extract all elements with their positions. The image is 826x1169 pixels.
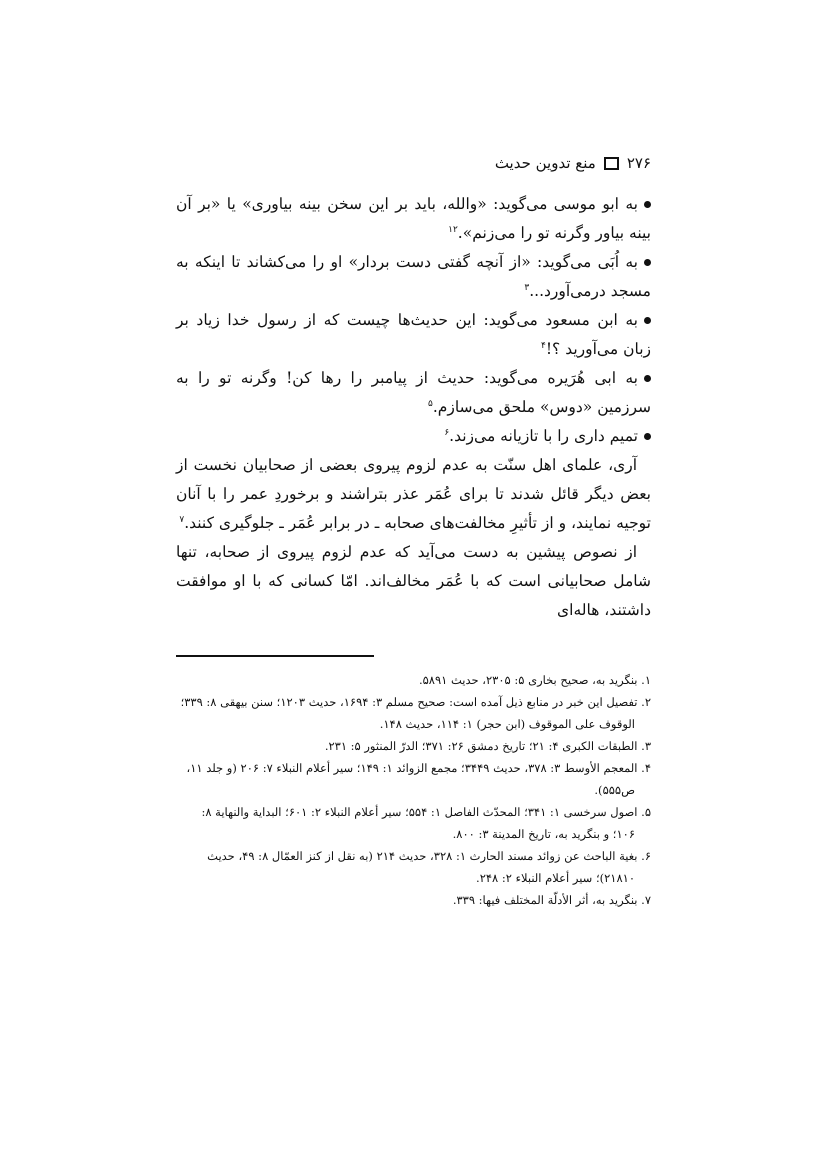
bullet-item: تمیم داری را با تازیانه می‌زند.$^۶$ (176, 422, 651, 451)
bullet-dot-icon (644, 259, 651, 266)
bullet-dot-icon (644, 201, 651, 208)
footnote: ۲. تفصیل این خبر در منابع ذیل آمده است: صحیح مسلم ۳: ۱۶۹۴، حدیث ۱۲۰۳؛ سنن بیهقی ۸: ۳۳۹؛ الوقوف علی الموقوف (ابن حجر) ۱: ۱۱۴، حدیث ۱۴۸. (180, 694, 651, 731)
footnote: ۴. المعجم الأوسط ۳: ۳۷۸، حدیث ۳۴۴۹؛ مجمع الزوائد ۱: ۱۴۹؛ سیر أعلام النبلاء ۷: ۲۰۶ (و جلد ۱۱، ص۵۵۵). (186, 760, 651, 797)
bullet-item: به ابی هُرَیره می‌گوید: حدیث از پیامبر را رها کن! وگرنه تو را به سرزمین «دوس» ملحق می‌سازم.$^۵$ (176, 369, 651, 416)
paragraph: آری، علمای اهل سنّت به عدم لزوم پیروی بعضی از صحابیان نخست از بعض دیگر قائل شدند تا برای عُمَر عذر بتراشند و برخوردِ عمر را با آنان توجیه نمایند، و از تأثیرِ مخالفت‌های صحابه ـ در برابر عُمَر ـ جلوگیری کنند.$^۷$ (176, 456, 651, 532)
footnote-ref: ۷ (179, 514, 185, 525)
bullet-item: به اُبَی می‌گوید: «از آنچه گفتی دست بردار» او را می‌کشاند تا اینکه به مسجد درمی‌آورد...$^۳$ (176, 253, 651, 300)
running-header (176, 150, 651, 176)
footnote-ref: ۳ (524, 282, 530, 293)
page-number: ۲۷۶ (626, 154, 651, 172)
footnote: ۶. بغیة الباحث عن زوائد مسند الحارث ۱: ۳۲۸، حدیث ۲۱۴ (به نقل از کنز العمّال ۸: ۴۹، حدیث ۲۱۸۱۰)؛ سیر أعلام النبلاء ۲: ۲۴۸. (207, 848, 651, 885)
paragraph: از نصوص پیشین به دست می‌آید که عدم لزوم پیروی از صحابه، تنها شامل صحابیانی است که با عُمَر مخالف‌اند. امّا کسانی که با او موافقت داشتند، هاله‌ای (176, 543, 651, 619)
bullet-item: به ابن مسعود می‌گوید: این حدیث‌ها چیست که از رسول خدا زیاد بر زبان می‌آورید ؟!$^۴$ (176, 311, 651, 358)
footnote-divider (176, 655, 374, 657)
footnote-ref: ۲ (452, 224, 458, 235)
footnote: ۵. اصول سرخسی ۱: ۳۴۱؛ المحدّث الفاصل ۱: ۵۵۴؛ سیر أعلام النبلاء ۲: ۶۰۱؛ البدایة والنهایة ۸: ۱۰۶؛ و بنگرید به، تاریخ المدینة ۳: ۸۰۰. (201, 804, 651, 841)
square-ornament-icon (604, 157, 619, 170)
main-text (176, 190, 651, 625)
footnotes (176, 669, 651, 911)
footnote-ref: ۶ (444, 427, 450, 438)
footnote: ۳. الطبقات الکبری ۴: ۲۱؛ تاریخ دمشق ۲۶: ۳۷۱؛ الدرّ المنثور ۵: ۲۳۱. (324, 738, 651, 753)
footnote-ref: ۴ (540, 340, 546, 351)
bullet-dot-icon (644, 317, 651, 324)
footnote-ref: ۵ (427, 398, 433, 409)
book-page (176, 150, 651, 911)
footnote: ۱. بنگرید به، صحیح بخاری ۵: ۲۳۰۵، حدیث ۵۸۹۱. (418, 672, 651, 687)
bullet-item: به ابو موسی می‌گوید: «والله، باید بر این سخن بینه بیاوری» یا «بر آن بینه بیاور وگرنه تو را می‌زنم».$^{۱۲}$ (176, 195, 651, 242)
footnote: ۷. بنگرید به، أثر الأدلّة المختلف فیها: ۳۳۹. (452, 892, 651, 907)
bullet-dot-icon (644, 375, 651, 382)
bullet-dot-icon (644, 433, 651, 440)
chapter-title: منع تدوین حدیث (494, 154, 596, 172)
footnote-ref: ۱ (448, 224, 453, 235)
